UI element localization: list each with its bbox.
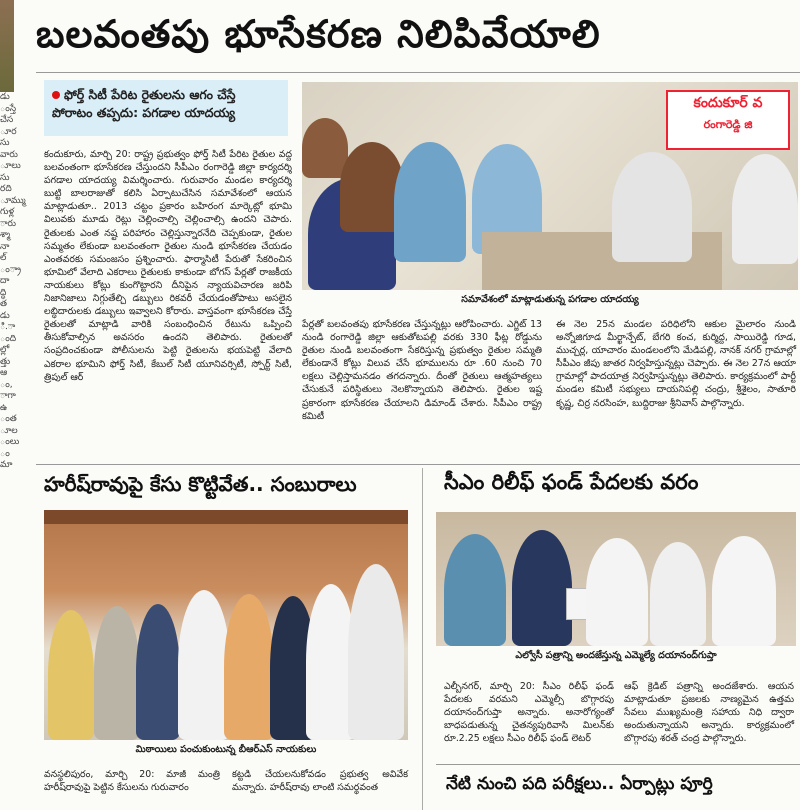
person-figure — [178, 590, 230, 740]
adjacent-column-text: డు ంస్తే చేస ూర సు వారు ూలు సు రది ూమ్ము గుళ్ల ారు శ్మా నా ల్ ం్రా దా ద్ధి త డు ి.ా ంది ల్లో త్తు ఆ ం, ాగా ఉ ంత ూల ంలు ం మా — [0, 92, 26, 470]
highlight-line-1-text: ఫోర్త్ సిటీ పేరిట రైతులను ఆగం చేస్తే — [64, 87, 236, 102]
column-divider — [422, 468, 423, 810]
person-figure — [224, 594, 274, 740]
story3-column-2: ఆఫ్ క్రెడిట్ పత్రాన్ని అందజేశారు. ఆయన మాట్లాడుతూ ప్రజలకు నాణ్యమైన ఉత్తమ సేవలు ముఖ్యమంత్రి సహాయ నిధి ద్వారా అందుతున్నాయని అన్నారు. కార్యక్రమంలో బొగ్గారపు శరత్ చంద్ర పాల్గొన్నారు. — [624, 681, 794, 745]
story4-headline: నేటి నుంచి పది పరీక్షలు.. ఏర్పాట్లు పూర్తి — [446, 774, 713, 794]
story1-photo — [302, 82, 798, 290]
story2-photo-caption: మిఠాయిలు పంచుకుంటున్న బీఆర్ఎస్ నాయకులు — [135, 744, 317, 755]
main-headline: బలవంతపు భూసేకరణ నిలిపివేయాలి — [36, 12, 601, 56]
story1-column-2: పేర్లతో బలవంతపు భూసేకరణ చేస్తున్నట్లు ఆరోపించారు. ఎగ్జిట్ 13 నుండి రంగారెడ్డి జిల్లా ఆకుతోటపల్లి వరకు 330 ఫీట్ల రోడ్డును రైతుల నుండి బలవంతంగా సేకరిస్తున్న ప్రభుత్వం రైతుల సమ్మతి లేకుండానే కోట్లు విలువ చేసే భూములను రూ .60 నుంచి 70 లక్షలు చెల్లిస్తామనడం తగదన్నారు. దీంతో రైతులు ఆత్మహత్యలు చేసుకునే పరిస్థితులు నెలకొన్నాయని తెలిపారు. రైతుల ఇష్ట ప్రకారంగా భూసేకరణ చేయాలని డిమాండ్ చేశారు. సీపీఎం రాష్ట్ర కమిటీ — [302, 319, 542, 422]
banner-line-1: కందుకూర్ వ — [693, 95, 763, 111]
person-figure — [348, 564, 404, 740]
highlight-line-2: పోరాటం తప్పదు: పగడాల యాదయ్య — [52, 105, 236, 120]
story3-photo — [436, 512, 796, 646]
banner-line-2: రంగారెడ్డి జి — [703, 118, 753, 131]
story1-photo-banner — [666, 90, 790, 150]
person-figure — [302, 118, 348, 178]
section-divider — [36, 464, 800, 465]
adjacent-photo-fragment — [0, 0, 14, 92]
story1-photo-caption: సమావేశంలో మాట్లాడుతున్న పగడాల యాదయ్య — [461, 294, 639, 305]
story3-headline: సీఎం రిలీఫ్ ఫండ్ పేదలకు వరం — [444, 470, 699, 494]
story2-column-1: వనస్థలిపురం, మార్చి 20: మాజీ మంత్రి హరీష్‌రావుపై పెట్టిన కేసులను గురువారం — [44, 769, 220, 794]
person-figure — [136, 604, 180, 740]
person-figure — [712, 536, 776, 646]
story1-column-1: కందుకూరు, మార్చి 20: రాష్ట్ర ప్రభుత్వం ఫోర్త్ సిటీ పేరిట రైతుల వద్ద బలవంతంగా భూసేకరణ చేస్తుందని సీపీఎం రంగారెడ్డి జిల్లా కార్యదర్శి పగడాల యాదయ్య విమర్శించారు. గురువారం మండల కార్యదర్శి బుట్టి బాలరాజుతో కలిసి ఏర్పాటుచేసిన సమావేశంలో ఆయన మాట్లాడుతూ.. 2013 చట్టం ప్రకారం బహిరంగ మార్కెట్లో భూమి విలువకు మూడు రెట్లు చెల్లించాల్సి చెల్లించాల్సి ఉందని చెపారు. రైతులకు ఎంత నష్ట పరిహారం చెల్లిస్తున్నారనేది చెప్పకుండా, రైతుల సమ్మతం లేకుండా బలవంతంగా రైతుల నుండి భూసేకరణ చేయడం ఎంతవరకు సమంజసం ప్రశ్నించారు. ఫార్మాసిటీ పేరుతో సేకరించిన భూమిలో వేలాది ఎకరాలు రైతులకు కాకుండా బోగస్ పేర్లతో రాజకీయ నాయకులు కోట్లు కుంగొట్టారని దీనిపైన న్యాయవిచారణ జరిపి నిజానిజాలు నిగ్గుతేల్చి డబ్బులు రికవరీ చేయడంతోపాటు అసలైన లబ్ధిదారులకు డబ్బులు ఇవ్వాలని కోరారు. వాస్తవంగా భూసేకరణ చేస్తే రైతులతో మాట్లాడి వారికి సంబంధించిన రేటును ఒప్పించి తీసుకోవాల్సిన అవసరం ఉందని తెలిపారు. రైతులతో సంప్రదించకుండా పోలీసులను పెట్టి రైతులను భయపెట్టి వేలాది ఎకరాల భూమిని ఫోర్త్ సిటీ, కేబుల్ సిటీ యూనివర్సిటీ, స్పోర్ట్ సిటీ, త్రిపుల్ ఆర్ — [44, 149, 292, 383]
person-figure — [650, 542, 706, 646]
person-figure — [444, 534, 506, 646]
person-figure — [48, 610, 94, 740]
highlight-line-1 — [52, 86, 280, 104]
story2-column-2: కట్టడి చేయలనుకోవడం ప్రభుత్వ అవివేక మన్నారు. హరీష్‌రావు లాంటి సమర్థవంత — [232, 769, 408, 794]
section-divider — [436, 764, 800, 765]
story2-photo — [44, 510, 408, 740]
headline-divider — [36, 72, 800, 73]
person-figure — [586, 538, 648, 646]
story2-headline: హరీష్‌రావుపై కేసు కొట్టివేత.. సంబురాలు — [44, 472, 357, 496]
bullet-icon — [52, 91, 60, 99]
person-figure — [94, 606, 140, 740]
story3-photo-caption: ఎల్వోసీ పత్రాన్ని అందజేస్తున్న ఎమ్మెల్యే దయానంద్‌గుప్తా — [515, 650, 717, 661]
person-figure — [512, 530, 572, 646]
person-figure — [394, 142, 466, 262]
person-figure — [612, 152, 692, 262]
story1-column-3: ఈ నెల 25న మండల పరిధిలోని ఆకుల మైలారం నుండి అన్నోజిగూడ మీర్ఖాన్పేట్, బేగరి కంచ, కుర్మిద్ద, సాయిరెడ్డి గూడ, ముచ్చర్ల, యాచారం మండలంలోని మేడిపల్లి, నానక్ నగర్ గ్రామాల్లో సీపీఎం జీపు జాతర నిర్వహిస్తున్నట్లు చెప్పారు. ఈ నెల 27న ఆయా గ్రామాల్లో పాదయాత్ర నిర్వహిస్తున్నట్లు తెలిపారు. కార్యక్రమంలో పార్టీ మండల కమిటీ సభ్యులు దాయనిపల్లి చంద్రు, శ్రీశైలం, సాతూరి కృష్ణ, చిర్ర నరసింహ, బుద్దిరాజు శ్రీనివాస్ పాల్గొన్నారు. — [556, 319, 796, 409]
person-figure — [732, 154, 798, 264]
highlight-box — [44, 80, 288, 136]
story3-column-1: ఎల్బీనగర్, మార్చి 20: సీఎం రిలీఫ్ ఫండ్ పేదలకు వరమని ఎమ్మెల్సీ బొగ్గారపు దయానంద్‌గుప్తా అన్నారు. అనారోగ్యంతో బాధపడుతున్న చైతన్యపురివాసి మిలన్‌కు రూ.2.25 లక్షలు సీఎం రిలీఫ్ ఫండ్ లెటర్ — [444, 681, 614, 745]
canopy — [44, 510, 408, 524]
adjacent-column-strip — [0, 0, 26, 810]
